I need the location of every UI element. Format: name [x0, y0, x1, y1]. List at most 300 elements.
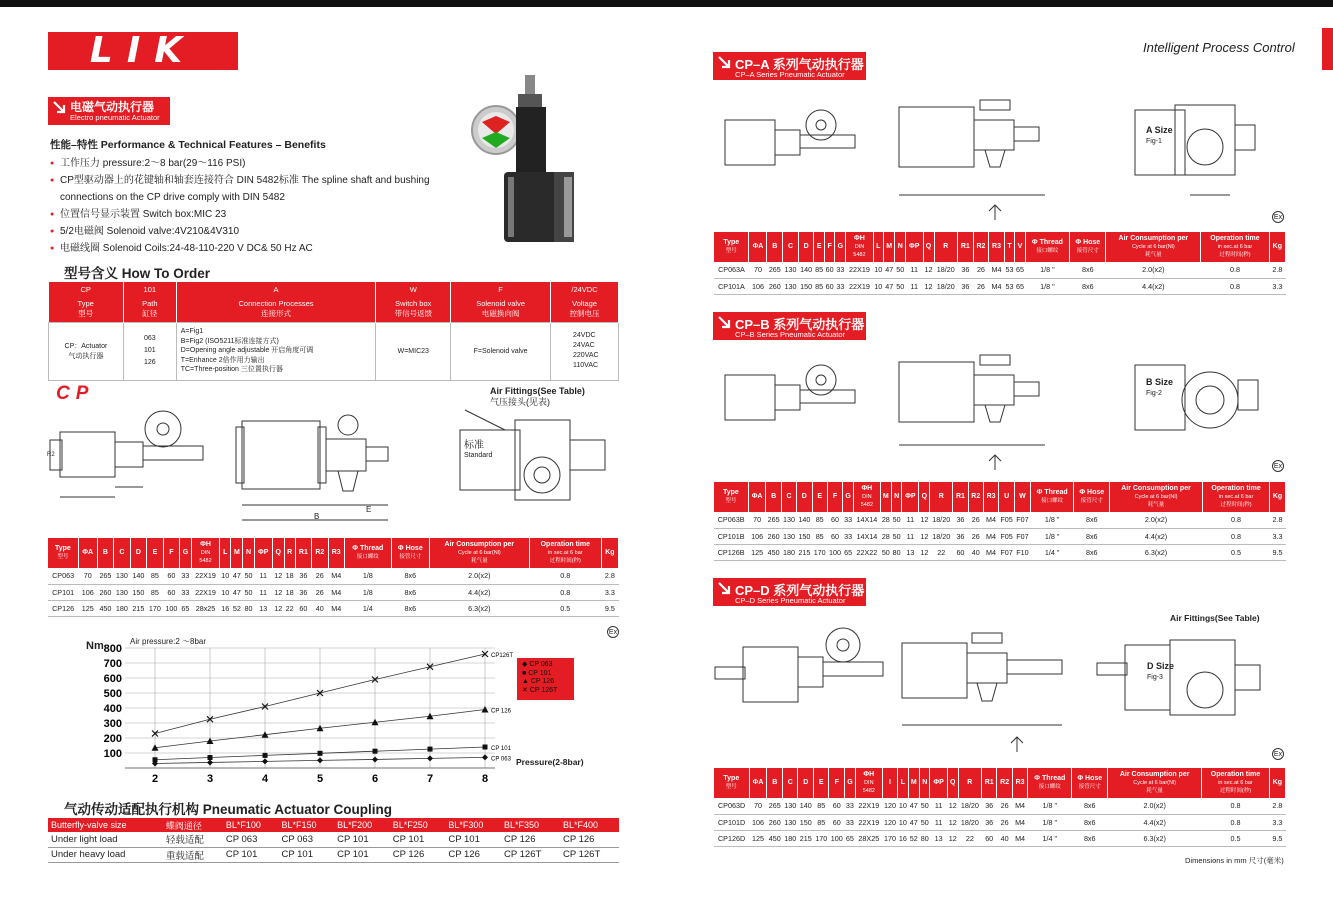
table-cell: 265 — [766, 512, 781, 528]
cpb-header-row — [714, 482, 1286, 512]
cpa-header-cell: Type 型号 — [714, 232, 749, 262]
table-cell: 10 — [898, 798, 908, 814]
y-tick-label: 700 — [103, 658, 122, 670]
table-cell: 0.8 — [1203, 528, 1270, 544]
table-row — [714, 814, 1286, 830]
table-cell: 130 — [114, 568, 130, 584]
table-cell: 33 — [843, 528, 854, 544]
data-point — [317, 757, 323, 763]
cpa-header-cell: R3 — [989, 232, 1005, 262]
cpd-drawing-top — [1095, 625, 1285, 740]
table-cell: 0.8 — [1202, 814, 1270, 830]
cpa-header-cell: R — [934, 232, 958, 262]
table-cell: 11 — [254, 568, 272, 584]
table-cell: 65 — [1015, 278, 1025, 294]
header-path: Path 缸径 — [123, 296, 176, 322]
cpd-header-cell: ΦP — [930, 768, 947, 798]
table-cell: 80 — [920, 830, 930, 846]
table-cell: 12 — [919, 512, 930, 528]
cpd-header-cell: N — [920, 768, 930, 798]
table-cell: 60 — [295, 600, 311, 616]
section-title-cn: 电磁气动执行器 — [70, 100, 155, 114]
table-cell: 2.0(x2) — [429, 568, 529, 584]
data-point — [207, 759, 213, 765]
table-cell: 85 — [812, 528, 827, 544]
ex-mark: Ex — [1272, 748, 1284, 760]
cpd-fig-label: D Size Fig-3 — [1147, 661, 1175, 681]
cpd-spec-table — [714, 768, 1286, 847]
code-solenoid: F — [451, 282, 551, 296]
table-cell: 130 — [114, 584, 130, 600]
table-cell: 170 — [882, 830, 898, 846]
table-cell: M4 — [328, 584, 344, 600]
table-cell: 140 — [798, 798, 814, 814]
cpa-drawing-side — [713, 95, 863, 190]
table-cell: 13 — [930, 830, 947, 846]
table-cell: 60 — [829, 798, 845, 814]
table-cell: 65 — [1015, 262, 1025, 278]
table-cell: 8x6 — [1070, 278, 1106, 294]
code-type: CP — [49, 282, 124, 296]
table-cell: 130 — [783, 262, 799, 278]
table-cell: 10 — [873, 262, 883, 278]
how-to-order-title: 型号含义 How To Order — [64, 266, 211, 281]
cpa-header-cell: N — [895, 232, 906, 262]
table-cell: 125 — [749, 830, 767, 846]
table-cell: 9.5 — [601, 600, 618, 616]
table-cell: 70 — [748, 512, 766, 528]
table-cell: 265 — [767, 262, 783, 278]
dim-b: B — [314, 512, 320, 521]
air-fittings-label: Air Fittings(See Table) 气压接头(见表) — [490, 386, 585, 407]
table-cell: 重载适配 — [163, 847, 223, 862]
section-header-cpd: CP–D 系列气动执行器 CP–D Series Pneumatic Actuator — [713, 578, 866, 606]
table-cell: 260 — [766, 528, 781, 544]
cpb-header-cell: N — [891, 482, 901, 512]
table-cell: 260 — [97, 584, 113, 600]
table-cell: CP126B — [714, 544, 748, 560]
cpd-header-cell: R3 — [1012, 768, 1027, 798]
table-cell: 16 — [898, 830, 908, 846]
cpa-header-cell: Q — [923, 232, 934, 262]
table-cell: 1/8 — [344, 568, 391, 584]
table-cell: CP 101 — [390, 832, 446, 847]
table-cell: 6.3(x2) — [1110, 544, 1203, 560]
cpd-header-cell: M — [908, 768, 919, 798]
ex-mark: Ex — [1272, 460, 1284, 472]
table-cell: 22X19 — [855, 798, 882, 814]
y-tick-label: 600 — [103, 673, 122, 685]
table-cell: CP 101 — [223, 847, 279, 862]
table-cell: 8x6 — [1072, 830, 1108, 846]
x-tick-label: 4 — [261, 773, 269, 785]
data-point — [372, 756, 378, 762]
cpb-header-cell: G — [843, 482, 854, 512]
cp-header-cell: Q — [272, 538, 284, 568]
table-cell: 52 — [231, 600, 243, 616]
table-cell: 100 — [163, 600, 179, 616]
table-row — [48, 847, 619, 862]
order-connection-cell: A=Fig1 B=Fig2 (ISO5211标准连接方式) D=Opening angle adjustable 开启角度可调 T=Enhance 2倍作用力输出 TC=Three-position 三位置执行器 — [176, 322, 376, 380]
table-cell: 8x6 — [1072, 798, 1108, 814]
coupling-header-cell: Butterfly-valve size — [48, 818, 163, 832]
data-point — [482, 706, 489, 713]
table-cell: 40 — [968, 544, 983, 560]
cpd-header-cell: D — [798, 768, 814, 798]
table-cell: CP063B — [714, 512, 748, 528]
feature-item: ● 工作压力 pressure:2～8 bar(29～116 PSI) — [50, 155, 460, 172]
cpd-header-cell: Kg — [1269, 768, 1285, 798]
legend-item-cp126t: ✕ CP 126T — [522, 686, 558, 694]
coupling-header-cell: BL*F250 — [390, 818, 446, 832]
table-cell: 1/8 " — [1028, 798, 1072, 814]
coupling-title: 气动传动适配执行机构 Pneumatic Actuator Coupling — [64, 802, 393, 817]
table-cell: M4 — [328, 600, 344, 616]
table-cell: 215 — [798, 830, 814, 846]
table-cell: 65 — [180, 600, 192, 616]
table-cell: CP 101 — [334, 847, 390, 862]
data-point — [208, 755, 213, 760]
cpd-header-cell: Air Consumption per Cycle at 6 bar(Nl) 耗气量 — [1108, 768, 1202, 798]
table-cell: 0.8 — [1201, 278, 1269, 294]
table-cell: 52 — [908, 830, 919, 846]
cpb-header-cell: Air Consumption per Cycle at 6 bar(Nl) 耗气量 — [1110, 482, 1203, 512]
table-cell: 3.3 — [601, 584, 618, 600]
table-cell: 47 — [883, 278, 895, 294]
table-cell: 36 — [295, 568, 311, 584]
table-cell: 22X22 — [854, 544, 881, 560]
dimensions-note: Dimensions in mm 尺寸(毫米) — [1185, 856, 1284, 865]
table-cell: 4.4(x2) — [1108, 814, 1202, 830]
table-row — [714, 798, 1286, 814]
cpd-header-cell: R — [958, 768, 981, 798]
cp-header-cell: D — [130, 538, 146, 568]
series-end-label: CP 126 — [491, 708, 511, 715]
cpd-header-cell: C — [782, 768, 798, 798]
coupling-header-cell: BL*F150 — [278, 818, 334, 832]
table-cell: 22X19 — [846, 278, 873, 294]
table-cell: 26 — [973, 262, 989, 278]
table-cell: 18/20 — [930, 528, 953, 544]
table-cell: 0.5 — [529, 600, 601, 616]
table-cell: 28 — [880, 512, 891, 528]
table-cell: 轻载适配 — [163, 832, 223, 847]
x-tick-label: 7 — [426, 773, 434, 785]
table-cell: 70 — [78, 568, 97, 584]
table-cell: 130 — [781, 528, 796, 544]
table-cell: 170 — [147, 600, 163, 616]
arrow-icon — [52, 100, 66, 114]
brand-logo: LIK — [48, 32, 238, 70]
table-cell: 12 — [947, 798, 958, 814]
cpd-drawing-front — [892, 625, 1072, 755]
cpb-header-cell: C — [781, 482, 796, 512]
table-cell: 33 — [835, 278, 846, 294]
table-cell: F07 — [999, 544, 1015, 560]
cpa-header-cell: T — [1004, 232, 1014, 262]
table-cell: CP 101 — [334, 832, 390, 847]
product-photo — [468, 72, 578, 252]
order-voltage-cell: 24VDC 24VAC 220VAC 110VAC — [551, 322, 619, 380]
cpb-header-cell: Q — [919, 482, 930, 512]
table-cell: 10 — [898, 814, 908, 830]
cpb-header-cell: Kg — [1270, 482, 1286, 512]
table-cell: 1/4 " — [1028, 830, 1072, 846]
header-voltage: Voltage 控制电压 — [551, 296, 619, 322]
table-cell: 180 — [781, 544, 796, 560]
table-cell: 1/4 — [344, 600, 391, 616]
table-cell: F07 — [1015, 512, 1031, 528]
cpa-header-cell: R1 — [958, 232, 974, 262]
cp-header-cell: ΦH DIN 5482 — [191, 538, 220, 568]
series-end-label: CP126T — [491, 653, 514, 659]
table-cell: 130 — [781, 512, 796, 528]
cpa-spec-table — [714, 232, 1286, 295]
table-cell: 22 — [284, 600, 295, 616]
table-cell: CP 126 — [560, 832, 619, 847]
cpb-header-cell: R2 — [968, 482, 983, 512]
cpb-header-cell: Φ Hose 接管尺寸 — [1074, 482, 1110, 512]
cpd-header-cell: B — [767, 768, 783, 798]
cpb-header-cell: Type 型号 — [714, 482, 748, 512]
table-cell: 6.3(x2) — [1108, 830, 1202, 846]
table-cell: 80 — [243, 600, 254, 616]
table-cell: 130 — [782, 798, 798, 814]
table-cell: 8x6 — [1070, 262, 1106, 278]
cp-header-cell: Φ Hose 接管尺寸 — [391, 538, 429, 568]
legend-item-cp126: ▲ CP 126 — [522, 678, 555, 685]
table-cell: 70 — [749, 262, 767, 278]
table-cell: 22X19 — [191, 584, 220, 600]
table-cell: CP101D — [714, 814, 749, 830]
table-cell: 28 — [880, 528, 891, 544]
code-path: 101 — [123, 282, 176, 296]
table-cell: CP 101 — [278, 847, 334, 862]
coupling-header-cell: BL*F400 — [560, 818, 619, 832]
cpa-header-cell: ΦH DIN 5482 — [846, 232, 873, 262]
ex-mark: Ex — [1272, 211, 1284, 223]
table-row — [48, 568, 619, 584]
chart-xlabel: Pressure(2-8bar) — [516, 757, 584, 767]
legend-item-cp063: ◆ CP 063 — [522, 661, 553, 668]
table-cell: CP 063 — [223, 832, 279, 847]
table-cell: 12 — [947, 814, 958, 830]
cpd-header-cell: Φ Hose 接管尺寸 — [1072, 768, 1108, 798]
cpd-header-cell: ΦH DIN 5482 — [855, 768, 882, 798]
table-cell: 106 — [749, 814, 767, 830]
x-tick-label: 5 — [316, 773, 324, 785]
table-cell: 150 — [797, 528, 812, 544]
table-cell: 26 — [997, 798, 1012, 814]
table-cell: 1/8 " — [1025, 262, 1069, 278]
cp-header-cell: B — [97, 538, 113, 568]
cpa-header-cell: Operation time in sec.at 6 bar 过程时间(秒) — [1201, 232, 1269, 262]
table-cell: 33 — [843, 512, 854, 528]
table-cell: 47 — [908, 814, 919, 830]
table-cell: 450 — [767, 830, 783, 846]
table-cell: 265 — [767, 798, 783, 814]
table-cell: 140 — [798, 262, 814, 278]
cp-header-cell: Air Consumption per Cycle at 6 bar(Nl) 耗气量 — [429, 538, 529, 568]
cpd-header-cell: Operation time in sec.at 6 bar 过程时间(秒) — [1202, 768, 1270, 798]
table-cell: 12 — [272, 568, 284, 584]
table-cell: 28x25 — [191, 600, 220, 616]
cpd-header-cell: I — [882, 768, 898, 798]
table-cell: 106 — [748, 528, 766, 544]
table-cell: 12 — [923, 262, 934, 278]
cpd-header-cell: Q — [947, 768, 958, 798]
table-cell: M4 — [1012, 830, 1027, 846]
cpb-header-cell: R — [930, 482, 953, 512]
cpa-header-cell: D — [798, 232, 814, 262]
table-cell: 28X25 — [855, 830, 882, 846]
table-cell: 2.0(x2) — [1110, 512, 1203, 528]
cp-header-cell: ΦA — [78, 538, 97, 568]
table-cell: 12 — [947, 830, 958, 846]
table-cell: M4 — [989, 262, 1005, 278]
cp-header-cell: M — [231, 538, 243, 568]
series-end-label: CP 101 — [491, 746, 511, 752]
table-cell: 265 — [97, 568, 113, 584]
table-cell: CP101B — [714, 528, 748, 544]
standard-label: 标准 Standard — [464, 440, 493, 459]
table-cell: 53 — [1004, 262, 1014, 278]
table-cell: 1/8 — [344, 584, 391, 600]
cp-header-cell: E — [147, 538, 163, 568]
table-row — [714, 512, 1286, 528]
table-cell: 40 — [997, 830, 1012, 846]
table-cell: CP 063 — [278, 832, 334, 847]
y-tick-label: 100 — [103, 748, 122, 760]
table-cell: 50 — [895, 262, 906, 278]
table-cell: 50 — [920, 814, 930, 830]
torque-chart — [80, 636, 520, 796]
table-cell: M4 — [983, 528, 998, 544]
cp-header-cell: Type 型号 — [48, 538, 78, 568]
cpb-header-cell: Φ Thread 接口螺纹 — [1030, 482, 1074, 512]
cpd-header-cell: F — [829, 768, 845, 798]
table-cell: CP101A — [714, 278, 749, 294]
data-point — [373, 749, 378, 754]
table-cell: 33 — [844, 798, 855, 814]
cp-spec-table — [48, 538, 619, 617]
table-cell: 6.3(x2) — [429, 600, 529, 616]
table-cell: F05 — [999, 512, 1015, 528]
arrow-icon — [717, 315, 731, 329]
table-cell: 4.4(x2) — [429, 584, 529, 600]
table-cell: 10 — [220, 568, 231, 584]
table-cell: 2.8 — [1269, 798, 1285, 814]
table-cell: 3.3 — [1269, 278, 1285, 294]
cpb-drawing-top — [1120, 350, 1290, 460]
table-cell: 8x6 — [391, 584, 429, 600]
y-tick-label: 400 — [103, 703, 122, 715]
cp-header-cell: G — [180, 538, 192, 568]
chart-legend — [517, 658, 574, 700]
table-cell: 85 — [812, 512, 827, 528]
table-cell: 0.8 — [529, 584, 601, 600]
cpa-header-cell: R2 — [973, 232, 989, 262]
table-cell: 120 — [882, 798, 898, 814]
coupling-header-row — [48, 818, 619, 832]
cp-header-cell: F — [163, 538, 179, 568]
cpb-drawing-front — [885, 350, 1075, 475]
table-cell: 450 — [97, 600, 113, 616]
table-cell: 106 — [78, 584, 97, 600]
table-cell: 47 — [883, 262, 895, 278]
cp-header-cell: R2 — [312, 538, 328, 568]
arrow-icon — [717, 581, 731, 595]
table-cell: 50 — [891, 512, 901, 528]
cpd-header-cell: E — [813, 768, 829, 798]
table-cell: 33 — [180, 584, 192, 600]
table-cell: 9.5 — [1269, 830, 1285, 846]
table-cell: 26 — [997, 814, 1012, 830]
y-tick-label: 800 — [103, 643, 122, 655]
table-cell: 8x6 — [1074, 512, 1110, 528]
data-point — [427, 755, 433, 761]
table-cell: 11 — [906, 278, 924, 294]
table-row — [714, 544, 1286, 560]
data-point — [482, 754, 488, 760]
table-cell: Under heavy load — [48, 847, 163, 862]
chart-title: Air pressure:2 ～8bar — [130, 637, 207, 646]
table-cell: 18/20 — [930, 512, 953, 528]
table-row — [714, 830, 1286, 846]
table-cell: 85 — [813, 798, 829, 814]
dim-e: E — [366, 505, 372, 514]
table-cell: 180 — [114, 600, 130, 616]
table-cell: CP 126T — [560, 847, 619, 862]
table-cell: 47 — [231, 568, 243, 584]
table-cell: 22X19 — [855, 814, 882, 830]
table-cell: 0.8 — [1201, 262, 1269, 278]
table-cell: 10 — [873, 278, 883, 294]
table-cell: 11 — [906, 262, 924, 278]
features-title: 性能–特性 Performance & Technical Features – Benefits — [50, 139, 326, 151]
table-cell: 8x6 — [1072, 814, 1108, 830]
cp-header-cell: Φ Thread 接口螺纹 — [344, 538, 391, 568]
coupling-header-cell: BL*F100 — [223, 818, 279, 832]
table-cell: CP 126 — [390, 847, 446, 862]
table-cell: 50 — [880, 544, 891, 560]
table-cell: M4 — [1012, 798, 1027, 814]
cpb-header-cell: D — [797, 482, 812, 512]
cpd-header-cell: Type 型号 — [714, 768, 749, 798]
table-cell: 125 — [78, 600, 97, 616]
table-cell: 60 — [824, 262, 834, 278]
table-cell: 106 — [749, 278, 767, 294]
table-cell: 36 — [981, 798, 996, 814]
table-cell: 150 — [798, 814, 814, 830]
table-cell: M4 — [989, 278, 1005, 294]
cp-header-cell: N — [243, 538, 254, 568]
table-cell: 50 — [920, 798, 930, 814]
cpa-header-cell: F — [824, 232, 834, 262]
table-cell: 36 — [295, 584, 311, 600]
order-solenoid-cell: F=Solenoid valve — [451, 322, 551, 380]
cp-header-cell: ΦP — [254, 538, 272, 568]
table-cell: 26 — [312, 568, 328, 584]
section-title-en: Electro pneumatic Actuator — [70, 113, 160, 122]
cp-label: CP — [56, 383, 95, 404]
cp-header-cell: C — [114, 538, 130, 568]
table-cell: 85 — [147, 568, 163, 584]
cpd-air-fittings: Air Fittings(See Table) — [1170, 613, 1260, 623]
code-switch: W — [376, 282, 451, 296]
table-row — [48, 584, 619, 600]
dim-r2: R2 — [47, 452, 55, 458]
